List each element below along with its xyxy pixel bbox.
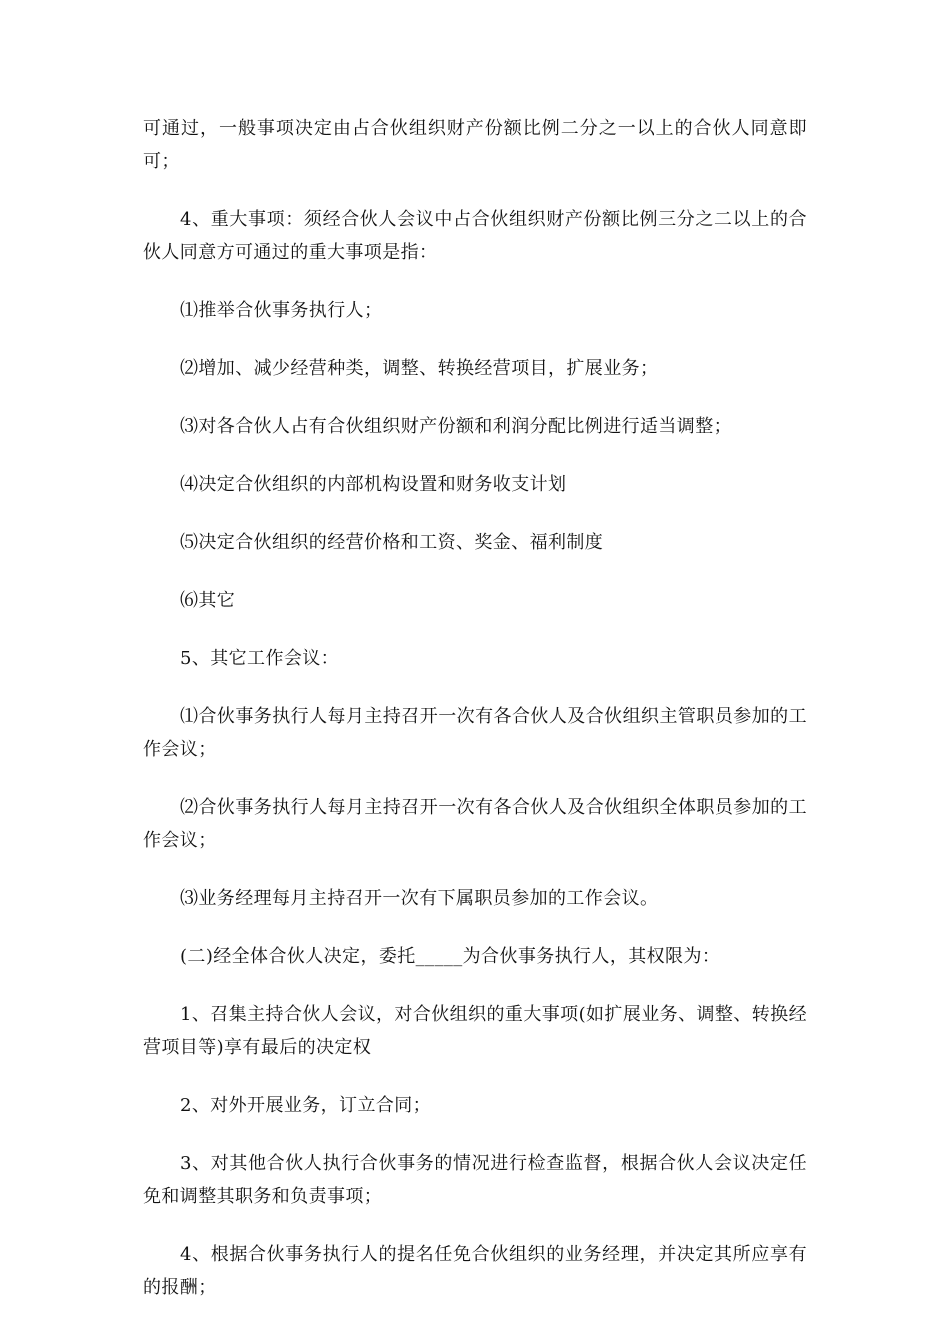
authority-item-2: 2、对外开展业务，订立合同； — [180, 1095, 432, 1116]
meeting-item-2: ⑵合伙事务执行人每月主持召开一次有各合伙人及合伙组织全体职员参加的工作会议； — [143, 797, 807, 851]
paragraph-continuation: 可通过，一般事项决定由占合伙组织财产份额比例二分之一以上的合伙人同意即可； — [143, 118, 807, 172]
authority-item-3: 3、对其他合伙人执行合伙事务的情况进行检查监督，根据合伙人会议决定任免和调整其职务和负责事项； — [143, 1153, 807, 1207]
list-item-3: ⑶对各合伙人占有合伙组织财产份额和利润分配比例进行适当调整； — [180, 416, 732, 437]
meeting-item-3: ⑶业务经理每月主持召开一次有下属职员参加的工作会议。 — [180, 888, 659, 909]
document-body — [143, 112, 807, 1329]
list-item-2: ⑵增加、减少经营种类，调整、转换经营项目，扩展业务； — [180, 358, 659, 379]
list-item-4: ⑷决定合伙组织的内部机构设置和财务收支计划 — [180, 474, 567, 495]
paragraph-major-matters: 4、重大事项：须经合伙人会议中占合伙组织财产份额比例三分之二以上的合伙人同意方可通过的重大事项是指： — [143, 209, 807, 263]
list-item-6: ⑹其它 — [180, 590, 236, 611]
list-item-1: ⑴推举合伙事务执行人； — [180, 300, 383, 321]
authority-item-1: 1、召集主持合伙人会议，对合伙组织的重大事项(如扩展业务、调整、转换经营项目等)享有最后的决定权 — [143, 1004, 807, 1058]
list-item-5: ⑸决定合伙组织的经营价格和工资、奖金、福利制度 — [180, 532, 604, 553]
authority-item-4: 4、根据合伙事务执行人的提名任免合伙组织的业务经理，并决定其所应享有的报酬； — [143, 1244, 807, 1298]
meeting-item-1: ⑴合伙事务执行人每月主持召开一次有各合伙人及合伙组织主管职员参加的工作会议； — [143, 706, 807, 760]
section-two-heading: (二)经全体合伙人决定，委托_____为合伙事务执行人，其权限为： — [180, 946, 721, 967]
paragraph-other-meetings: 5、其它工作会议： — [180, 648, 340, 669]
